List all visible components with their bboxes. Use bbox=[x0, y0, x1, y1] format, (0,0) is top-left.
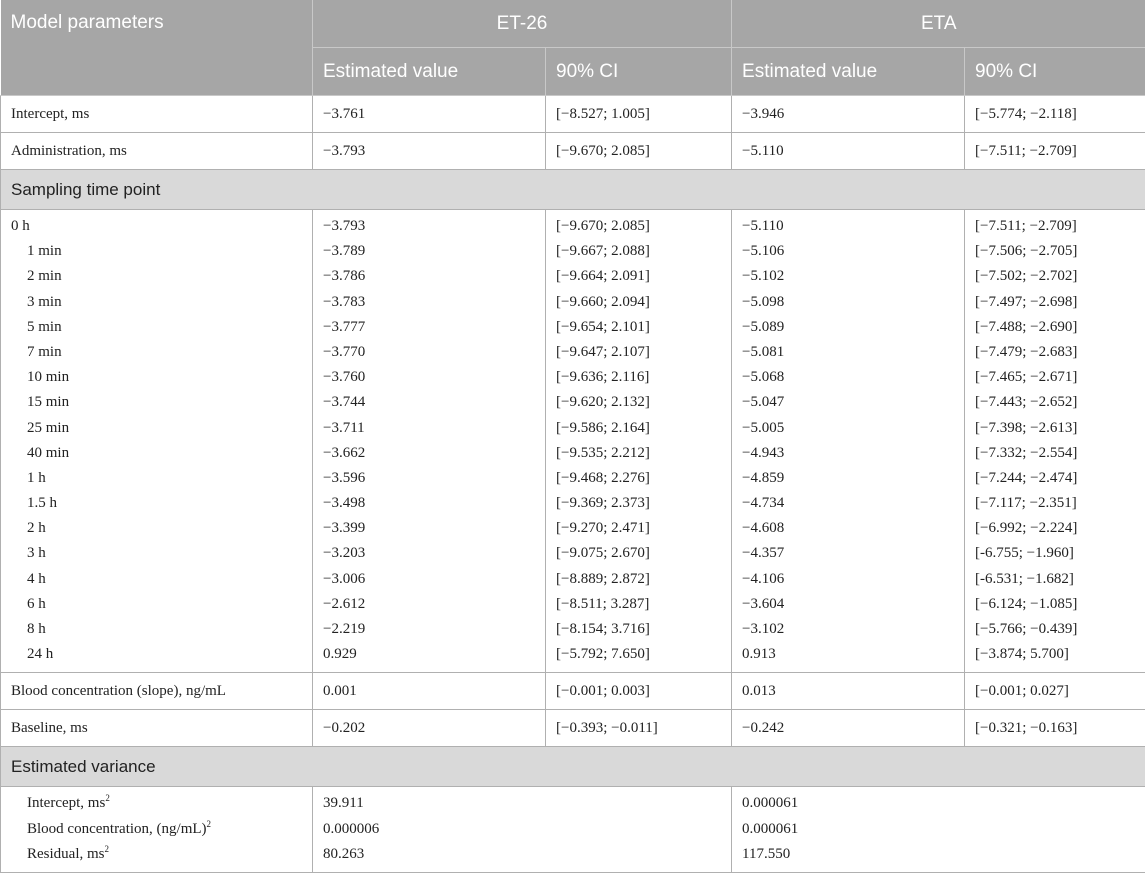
eta-ci-value: [−7.497; −2.698] bbox=[975, 293, 1078, 310]
sampling-time-label: 3 min bbox=[27, 293, 62, 310]
variance-et26-value: 80.263 bbox=[323, 845, 365, 862]
variance-labels-cell bbox=[1, 787, 313, 873]
section-header-sampling bbox=[1, 170, 1145, 210]
eta-estimate: −5.047 bbox=[742, 394, 785, 411]
eta-estimate: −3.946 bbox=[732, 96, 965, 133]
sampling-time-label: 3 h bbox=[27, 545, 46, 562]
eta-estimate: −5.089 bbox=[742, 318, 785, 335]
sampling-time-label: 1 min bbox=[27, 243, 62, 260]
sampling-time-label: 1.5 h bbox=[27, 495, 57, 512]
superscript: 2 bbox=[105, 793, 110, 804]
eta-estimate: −4.943 bbox=[742, 444, 785, 461]
eta-ci-value: [−7.506; −2.705] bbox=[975, 243, 1078, 260]
header-group-et26: ET-26 bbox=[313, 0, 732, 48]
header-eta-estimated-value: Estimated value bbox=[732, 48, 965, 96]
sampling-time-label: 6 h bbox=[27, 595, 46, 612]
eta-ci-value: [−5.766; −0.439] bbox=[975, 621, 1078, 637]
eta-estimate: 0.013 bbox=[732, 673, 965, 710]
et26-ci-value: [−9.535; 2.212] bbox=[556, 444, 650, 461]
et26-estimate: −3.744 bbox=[323, 394, 366, 411]
header-model-parameters: Model parameters bbox=[1, 0, 313, 96]
row-label: Intercept, ms bbox=[1, 96, 313, 133]
et26-estimate: −3.761 bbox=[313, 96, 546, 133]
section-title-sampling: Sampling time point bbox=[1, 170, 1145, 210]
eta-ci-value: [−0.001; 0.027] bbox=[965, 673, 1145, 710]
et26-ci-value: [−8.511; 3.287] bbox=[556, 595, 650, 612]
eta-ci-value: [−5.774; −2.118] bbox=[965, 96, 1145, 133]
sampling-time-label: 7 min bbox=[27, 343, 62, 360]
eta-ci-value: [−7.502; −2.702] bbox=[975, 268, 1078, 285]
et26-ci-value: [−0.393; −0.011] bbox=[546, 710, 732, 747]
et26-estimate: −3.760 bbox=[323, 369, 366, 386]
eta-ci-value: [−7.465; −2.671] bbox=[975, 369, 1078, 386]
sampling-eta-ci-cell bbox=[965, 210, 1145, 673]
eta-estimate: −5.005 bbox=[742, 419, 785, 436]
row-label: Administration, ms bbox=[1, 133, 313, 170]
variance-et26-value: 39.911 bbox=[323, 795, 364, 812]
eta-ci-value: [−6.992; −2.224] bbox=[975, 520, 1078, 537]
et26-ci-value: [−9.369; 2.373] bbox=[556, 495, 650, 512]
eta-ci-value: [−7.117; −2.351] bbox=[975, 495, 1077, 512]
et26-estimate: −3.498 bbox=[323, 495, 366, 512]
et26-ci-value: [−9.075; 2.670] bbox=[556, 545, 650, 562]
variance-eta-value: 117.550 bbox=[742, 845, 791, 862]
et26-ci-value: [−9.660; 2.094] bbox=[556, 293, 650, 310]
et26-estimate: −3.789 bbox=[323, 243, 366, 260]
et26-ci-value: [−5.792; 7.650] bbox=[556, 646, 650, 663]
sampling-time-label: 15 min bbox=[27, 394, 70, 411]
et26-ci-value: [−9.670; 2.085] bbox=[556, 218, 650, 234]
et26-estimate: −2.219 bbox=[323, 621, 366, 637]
et26-ci-value: [−9.468; 2.276] bbox=[556, 469, 650, 486]
eta-estimate: −5.110 bbox=[742, 218, 784, 234]
variance-label: Blood concentration, $(ng/mL)^2$ bbox=[27, 818, 212, 837]
sampling-time-label: 2 min bbox=[27, 268, 62, 285]
et26-ci-value: [−9.636; 2.116] bbox=[556, 369, 650, 386]
eta-estimate: −5.106 bbox=[742, 243, 785, 260]
variance-eta-value: 0.000061 bbox=[742, 820, 799, 837]
variance-label: Residual, $ms^2$ bbox=[27, 843, 109, 862]
eta-estimate: −5.110 bbox=[732, 133, 965, 170]
eta-estimate: −4.734 bbox=[742, 495, 785, 512]
et26-ci-value: [−9.647; 2.107] bbox=[556, 343, 650, 360]
sampling-time-label: 1 h bbox=[27, 469, 46, 486]
sampling-labels-cell bbox=[1, 210, 313, 673]
et26-ci-value: [−8.889; 2.872] bbox=[556, 570, 650, 587]
et26-estimate: −3.783 bbox=[323, 293, 366, 310]
section-title-variance: Estimated variance bbox=[1, 747, 1145, 787]
eta-ci-value: [−3.874; 5.700] bbox=[975, 646, 1069, 663]
variance-eta-cell bbox=[732, 787, 1145, 873]
eta-estimate: −5.102 bbox=[742, 268, 785, 285]
et26-estimate: −3.777 bbox=[323, 318, 366, 335]
variance-label: Intercept, $ms^2$ bbox=[27, 793, 110, 812]
et26-ci-value: [−9.670; 2.085] bbox=[546, 133, 732, 170]
table-row-variance-block bbox=[1, 787, 1145, 873]
eta-ci-value: [-6.755; −1.960] bbox=[975, 545, 1074, 562]
eta-estimate: −4.106 bbox=[742, 570, 785, 587]
sampling-time-label: 24 h bbox=[27, 646, 54, 663]
row-label: Blood concentration (slope), ng/mL bbox=[1, 673, 313, 710]
eta-estimate: −4.357 bbox=[742, 545, 785, 562]
et26-estimate: −3.711 bbox=[323, 419, 365, 436]
sampling-time-label: 40 min bbox=[27, 444, 70, 461]
sampling-time-label: 4 h bbox=[27, 570, 46, 587]
header-et26-ci: 90% CI bbox=[546, 48, 732, 96]
et26-estimate: −3.662 bbox=[323, 444, 366, 461]
et26-ci-value: [−9.270; 2.471] bbox=[556, 520, 650, 537]
et26-estimate: −3.596 bbox=[323, 469, 366, 486]
et26-ci-value: [−0.001; 0.003] bbox=[546, 673, 732, 710]
superscript: 2 bbox=[206, 818, 212, 829]
variance-et26-cell bbox=[313, 787, 732, 873]
et26-ci-value: [−9.620; 2.132] bbox=[556, 394, 650, 411]
eta-estimate: −5.081 bbox=[742, 343, 785, 360]
et26-ci-value: [−9.667; 2.088] bbox=[556, 243, 650, 260]
superscript: 2 bbox=[104, 843, 109, 854]
header-eta-ci: 90% CI bbox=[965, 48, 1145, 96]
variance-et26-value: 0.000006 bbox=[323, 820, 380, 837]
eta-ci-value: [-6.531; −1.682] bbox=[975, 570, 1074, 587]
eta-ci-value: [−7.443; −2.652] bbox=[975, 394, 1078, 411]
eta-estimate: 0.913 bbox=[742, 646, 776, 663]
et26-ci-value: [−9.664; 2.091] bbox=[556, 268, 650, 285]
et26-estimate: −3.770 bbox=[323, 343, 366, 360]
et26-ci-value: [−8.154; 3.716] bbox=[556, 621, 650, 637]
eta-ci-value: [−7.398; −2.613] bbox=[975, 419, 1078, 436]
et26-ci-value: [−9.586; 2.164] bbox=[556, 419, 650, 436]
eta-ci-value: [−7.511; −2.709] bbox=[975, 218, 1077, 234]
sampling-et26-ci-cell bbox=[546, 210, 732, 673]
et26-estimate: −3.793 bbox=[323, 218, 366, 234]
et26-estimate: −3.793 bbox=[313, 133, 546, 170]
eta-ci-value: [−7.479; −2.683] bbox=[975, 343, 1078, 360]
sampling-time-label: 0 h bbox=[11, 218, 30, 234]
header-group-eta: ETA bbox=[732, 0, 1145, 48]
eta-ci-value: [−7.244; −2.474] bbox=[975, 469, 1078, 486]
eta-ci-value: [−6.124; −1.085] bbox=[975, 595, 1078, 612]
et26-estimate: −3.786 bbox=[323, 268, 366, 285]
et26-estimate: −3.006 bbox=[323, 570, 366, 587]
table-row-blood-concentration-slope bbox=[1, 673, 1145, 710]
sampling-et26-estimates-cell bbox=[313, 210, 546, 673]
header-et26-estimated-value: Estimated value bbox=[313, 48, 546, 96]
section-header-variance bbox=[1, 747, 1145, 787]
eta-ci-value: [−0.321; −0.163] bbox=[965, 710, 1145, 747]
eta-estimate: −0.242 bbox=[732, 710, 965, 747]
table-row-administration bbox=[1, 133, 1145, 170]
table-row-baseline bbox=[1, 710, 1145, 747]
sampling-time-label: 2 h bbox=[27, 520, 46, 537]
eta-estimate: −3.102 bbox=[742, 621, 785, 637]
variance-eta-value: 0.000061 bbox=[742, 795, 799, 812]
et26-estimate: −0.202 bbox=[313, 710, 546, 747]
eta-ci-value: [−7.511; −2.709] bbox=[965, 133, 1145, 170]
table-row-intercept bbox=[1, 96, 1145, 133]
et26-ci-value: [−8.527; 1.005] bbox=[546, 96, 732, 133]
eta-ci-value: [−7.488; −2.690] bbox=[975, 318, 1078, 335]
et26-estimate: 0.929 bbox=[323, 646, 357, 663]
table-row-sampling-block bbox=[1, 210, 1145, 673]
et26-estimate: 0.001 bbox=[313, 673, 546, 710]
eta-estimate: −4.608 bbox=[742, 520, 785, 537]
et26-estimate: −2.612 bbox=[323, 595, 366, 612]
sampling-eta-estimates-cell bbox=[732, 210, 965, 673]
et26-ci-value: [−9.654; 2.101] bbox=[556, 318, 650, 335]
eta-estimate: −3.604 bbox=[742, 595, 785, 612]
eta-estimate: −5.098 bbox=[742, 293, 785, 310]
eta-estimate: −5.068 bbox=[742, 369, 785, 386]
et26-estimate: −3.399 bbox=[323, 520, 366, 537]
et26-estimate: −3.203 bbox=[323, 545, 366, 562]
eta-ci-value: [−7.332; −2.554] bbox=[975, 444, 1078, 461]
sampling-time-label: 5 min bbox=[27, 318, 62, 335]
sampling-time-label: 25 min bbox=[27, 419, 70, 436]
sampling-time-label: 10 min bbox=[27, 369, 70, 386]
sampling-time-label: 8 h bbox=[27, 621, 46, 637]
eta-estimate: −4.859 bbox=[742, 469, 785, 486]
row-label: Baseline, ms bbox=[1, 710, 313, 747]
